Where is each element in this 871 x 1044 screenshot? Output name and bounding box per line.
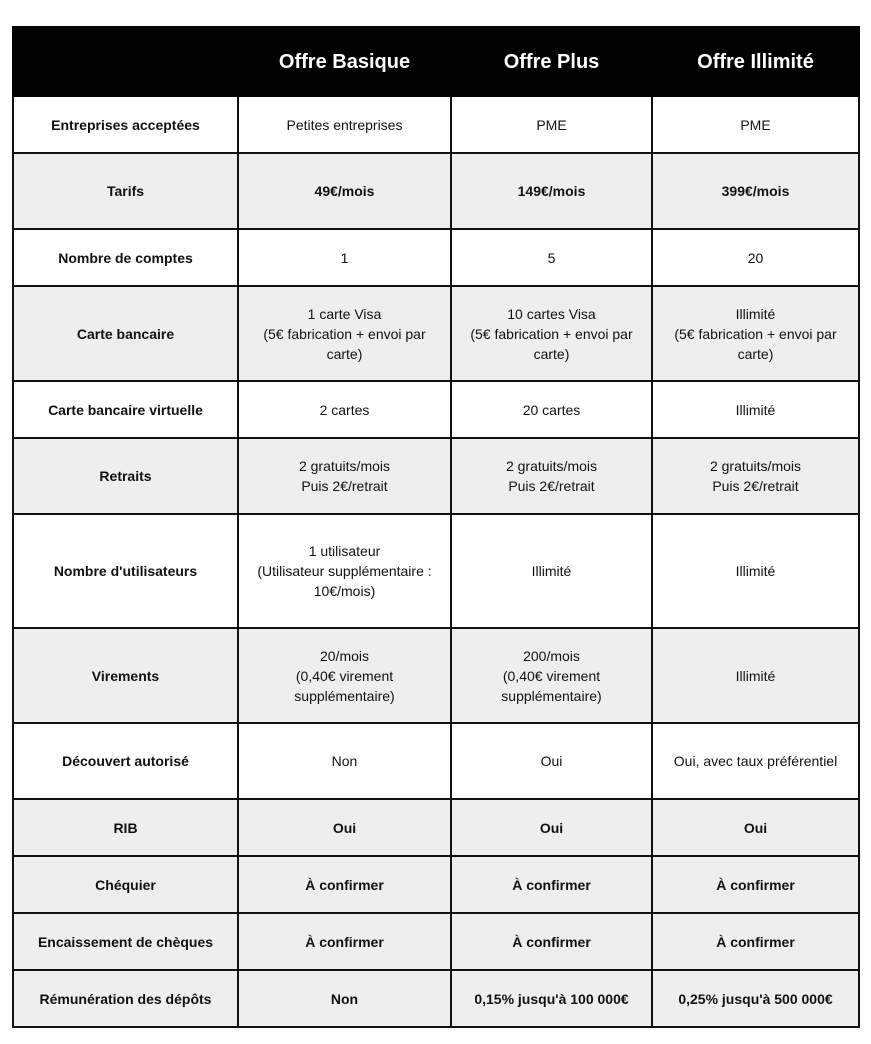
row-label: Carte bancaire virtuelle <box>13 381 238 438</box>
cell-basique: 1 utilisateur (Utilisateur supplémentaire : 10€/mois) <box>238 514 451 628</box>
cell-basique: Oui <box>238 799 451 856</box>
table-row-carte-bancaire <box>13 286 859 381</box>
cell-illimite: 20 <box>652 229 859 286</box>
cell-illimite: À confirmer <box>652 856 859 913</box>
cell-plus: 20 cartes <box>451 381 652 438</box>
cell-plus: 10 cartes Visa (5€ fabrication + envoi par carte) <box>451 286 652 381</box>
cell-plus: 149€/mois <box>451 153 652 229</box>
header-corner-cell <box>13 27 238 96</box>
cell-illimite: PME <box>652 96 859 153</box>
cell-basique: À confirmer <box>238 913 451 970</box>
cell-illimite: Oui, avec taux préférentiel <box>652 723 859 799</box>
cell-plus: 5 <box>451 229 652 286</box>
row-label: Entreprises acceptées <box>13 96 238 153</box>
cell-plus: Oui <box>451 723 652 799</box>
cell-illimite: Illimité <box>652 381 859 438</box>
cell-illimite: Illimité <box>652 514 859 628</box>
table-row-carte-virtuelle <box>13 381 859 438</box>
cell-plus: 200/mois (0,40€ virement supplémentaire) <box>451 628 652 723</box>
cell-basique: Petites entreprises <box>238 96 451 153</box>
table-row-rib <box>13 799 859 856</box>
table-row-retraits <box>13 438 859 514</box>
row-label: Retraits <box>13 438 238 514</box>
cell-basique: À confirmer <box>238 856 451 913</box>
table-row-decouvert <box>13 723 859 799</box>
row-label: Tarifs <box>13 153 238 229</box>
cell-basique: 1 <box>238 229 451 286</box>
cell-plus: 2 gratuits/mois Puis 2€/retrait <box>451 438 652 514</box>
row-label: Nombre d'utilisateurs <box>13 514 238 628</box>
row-label: Carte bancaire <box>13 286 238 381</box>
row-label: Virements <box>13 628 238 723</box>
cell-basique: 1 carte Visa (5€ fabrication + envoi par carte) <box>238 286 451 381</box>
row-label: Chéquier <box>13 856 238 913</box>
cell-basique: 2 cartes <box>238 381 451 438</box>
table-header-row <box>13 27 859 96</box>
cell-illimite: Illimité (5€ fabrication + envoi par carte) <box>652 286 859 381</box>
cell-illimite: Illimité <box>652 628 859 723</box>
table-row-tarifs <box>13 153 859 229</box>
cell-plus: À confirmer <box>451 856 652 913</box>
row-label: RIB <box>13 799 238 856</box>
header-plan-plus: Offre Plus <box>451 27 652 96</box>
cell-plus: PME <box>451 96 652 153</box>
row-label: Découvert autorisé <box>13 723 238 799</box>
cell-basique: Non <box>238 970 451 1027</box>
table-row-utilisateurs <box>13 514 859 628</box>
row-label: Rémunération des dépôts <box>13 970 238 1027</box>
cell-plus: 0,15% jusqu'à 100 000€ <box>451 970 652 1027</box>
cell-basique: 49€/mois <box>238 153 451 229</box>
table-row-entreprises <box>13 96 859 153</box>
header-plan-basique: Offre Basique <box>238 27 451 96</box>
cell-plus: À confirmer <box>451 913 652 970</box>
row-label: Nombre de comptes <box>13 229 238 286</box>
pricing-comparison-table <box>12 26 860 1028</box>
cell-illimite: 399€/mois <box>652 153 859 229</box>
table-row-chequier <box>13 856 859 913</box>
cell-illimite: Oui <box>652 799 859 856</box>
cell-basique: 2 gratuits/mois Puis 2€/retrait <box>238 438 451 514</box>
cell-illimite: 0,25% jusqu'à 500 000€ <box>652 970 859 1027</box>
cell-basique: 20/mois (0,40€ virement supplémentaire) <box>238 628 451 723</box>
cell-plus: Oui <box>451 799 652 856</box>
table-row-comptes <box>13 229 859 286</box>
header-plan-illimite: Offre Illimité <box>652 27 859 96</box>
table-row-remuneration <box>13 970 859 1027</box>
cell-illimite: 2 gratuits/mois Puis 2€/retrait <box>652 438 859 514</box>
row-label: Encaissement de chèques <box>13 913 238 970</box>
table-row-virements <box>13 628 859 723</box>
table-row-encaissement <box>13 913 859 970</box>
cell-plus: Illimité <box>451 514 652 628</box>
cell-basique: Non <box>238 723 451 799</box>
cell-illimite: À confirmer <box>652 913 859 970</box>
